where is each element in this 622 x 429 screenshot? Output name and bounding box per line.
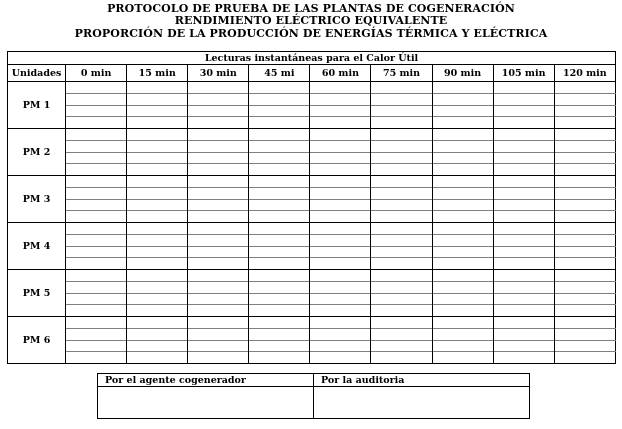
reading-cell [310,352,371,364]
reading-cell [249,164,310,176]
reading-cell [66,129,127,141]
reading-cell [249,152,310,164]
unit-subrow [8,117,616,129]
reading-cell [188,305,249,317]
reading-cell [127,223,188,235]
signature-cell-cogenerator [98,387,314,419]
reading-cell [249,281,310,293]
reading-cell [127,211,188,223]
reading-cell [493,340,554,352]
reading-cell [493,352,554,364]
reading-cell [432,293,493,305]
reading-cell [66,340,127,352]
column-header-30min: 30 min [188,65,249,82]
reading-cell [188,246,249,258]
unit-subrow [8,176,616,188]
reading-cell [554,176,615,188]
reading-cell [554,140,615,152]
reading-cell [432,317,493,329]
reading-cell [127,246,188,258]
unit-subrow [8,352,616,364]
reading-cell [371,129,432,141]
unit-label-6: PM 6 [8,317,66,364]
unit-subrow [8,187,616,199]
unit-subrow [8,199,616,211]
unit-subrow [8,129,616,141]
reading-cell [554,117,615,129]
reading-cell [249,105,310,117]
reading-cell [127,152,188,164]
reading-cell [310,281,371,293]
reading-cell [554,187,615,199]
reading-cell [493,328,554,340]
reading-cell [310,293,371,305]
reading-cell [249,199,310,211]
title-line-1: PROTOCOLO DE PRUEBA DE LAS PLANTAS DE COGENERACIÓN [107,2,515,15]
reading-cell [66,187,127,199]
unit-subrow [8,258,616,270]
reading-cell [188,211,249,223]
reading-cell [188,199,249,211]
reading-cell [554,82,615,94]
unit-label-1: PM 1 [8,82,66,129]
reading-cell [432,93,493,105]
reading-cell [188,270,249,282]
reading-cell [249,117,310,129]
reading-cell [66,140,127,152]
reading-cell [432,234,493,246]
reading-cell [493,258,554,270]
column-header-120min: 120 min [554,65,615,82]
reading-cell [310,258,371,270]
readings-table-caption: Lecturas instantáneas para el Calor Útil [8,52,616,65]
column-header-unidades: Unidades [8,65,66,82]
reading-cell [432,246,493,258]
reading-cell [310,328,371,340]
reading-cell [554,270,615,282]
reading-cell [432,129,493,141]
reading-cell [493,187,554,199]
reading-cell [188,258,249,270]
reading-cell [249,352,310,364]
reading-cell [310,176,371,188]
reading-cell [554,211,615,223]
reading-cell [188,117,249,129]
signature-header-cogenerator: Por el agente cogenerador [98,374,314,387]
reading-cell [66,176,127,188]
reading-cell [493,281,554,293]
reading-cell [371,281,432,293]
reading-cell [249,234,310,246]
reading-cell [127,82,188,94]
column-header-15min: 15 min [127,65,188,82]
reading-cell [127,317,188,329]
column-header-105min: 105 min [493,65,554,82]
reading-cell [554,281,615,293]
reading-cell [554,340,615,352]
column-header-60min: 60 min [310,65,371,82]
reading-cell [249,305,310,317]
reading-cell [554,199,615,211]
reading-cell [66,270,127,282]
reading-cell [371,140,432,152]
reading-cell [554,93,615,105]
reading-cell [432,152,493,164]
readings-table [7,51,616,364]
reading-cell [493,317,554,329]
reading-cell [432,105,493,117]
reading-cell [371,164,432,176]
reading-cell [432,140,493,152]
reading-cell [188,234,249,246]
reading-cell [432,305,493,317]
document-title [0,3,622,40]
signature-table [97,373,530,419]
unit-subrow [8,223,616,235]
title-line-2: RENDIMIENTO ELÉCTRICO EQUIVALENTE [174,14,448,28]
unit-subrow [8,305,616,317]
reading-cell [127,305,188,317]
unit-subrow [8,293,616,305]
reading-cell [127,293,188,305]
unit-subrow [8,105,616,117]
reading-cell [188,281,249,293]
signature-cell-audit [314,387,530,419]
reading-cell [310,82,371,94]
reading-cell [188,105,249,117]
reading-cell [127,187,188,199]
reading-cell [554,317,615,329]
reading-cell [188,129,249,141]
reading-cell [66,164,127,176]
reading-cell [188,176,249,188]
reading-cell [66,211,127,223]
column-header-45min: 45 mi [249,65,310,82]
reading-cell [493,129,554,141]
unit-subrow [8,164,616,176]
reading-cell [310,270,371,282]
reading-cell [249,317,310,329]
unit-subrow [8,328,616,340]
reading-cell [432,281,493,293]
reading-cell [249,129,310,141]
reading-cell [371,105,432,117]
reading-cell [432,187,493,199]
reading-cell [249,328,310,340]
reading-cell [493,223,554,235]
reading-cell [66,305,127,317]
reading-cell [554,258,615,270]
reading-cell [310,211,371,223]
reading-cell [310,340,371,352]
reading-cell [66,317,127,329]
unit-groups [8,82,616,364]
reading-cell [188,140,249,152]
reading-cell [127,140,188,152]
reading-cell [127,258,188,270]
reading-cell [310,140,371,152]
reading-cell [371,258,432,270]
reading-cell [310,117,371,129]
reading-cell [188,293,249,305]
unit-subrow [8,340,616,352]
reading-cell [371,117,432,129]
reading-cell [371,211,432,223]
signature-header-audit: Por la auditoria [314,374,530,387]
reading-cell [249,176,310,188]
title-line-3: PROPORCIÓN DE LA PRODUCCIÓN DE ENERGÍAS TÉRMICA Y ELÉCTRICA [74,26,548,40]
reading-cell [310,105,371,117]
reading-cell [188,352,249,364]
reading-cell [127,105,188,117]
reading-cell [127,93,188,105]
unit-label-3: PM 3 [8,176,66,223]
reading-cell [310,223,371,235]
reading-cell [554,305,615,317]
reading-cell [249,82,310,94]
unit-subrow [8,270,616,282]
reading-cell [371,246,432,258]
reading-cell [493,82,554,94]
reading-cell [249,187,310,199]
reading-cell [554,328,615,340]
reading-cell [432,176,493,188]
unit-subrow [8,211,616,223]
reading-cell [554,234,615,246]
reading-cell [249,293,310,305]
reading-cell [432,258,493,270]
unit-subrow [8,82,616,94]
reading-cell [188,223,249,235]
reading-cell [127,328,188,340]
reading-cell [371,328,432,340]
reading-cell [249,223,310,235]
reading-cell [310,305,371,317]
reading-cell [432,117,493,129]
reading-cell [493,199,554,211]
reading-cell [66,352,127,364]
reading-cell [371,187,432,199]
unit-subrow [8,152,616,164]
unit-subrow [8,281,616,293]
reading-cell [310,152,371,164]
reading-cell [66,293,127,305]
reading-cell [188,82,249,94]
reading-cell [371,317,432,329]
reading-cell [493,176,554,188]
reading-cell [493,105,554,117]
reading-cell [493,234,554,246]
column-header-0min: 0 min [66,65,127,82]
reading-cell [127,270,188,282]
unit-subrow [8,246,616,258]
unit-label-5: PM 5 [8,270,66,317]
reading-cell [310,317,371,329]
reading-cell [66,328,127,340]
unit-subrow [8,317,616,329]
reading-cell [310,246,371,258]
reading-cell [310,234,371,246]
reading-cell [493,164,554,176]
reading-cell [371,234,432,246]
reading-cell [554,164,615,176]
reading-cell [493,152,554,164]
reading-cell [310,129,371,141]
reading-cell [371,270,432,282]
reading-cell [127,234,188,246]
reading-cell [249,93,310,105]
reading-cell [432,352,493,364]
reading-cell [188,317,249,329]
reading-cell [371,93,432,105]
reading-cell [249,270,310,282]
reading-cell [66,234,127,246]
unit-subrow [8,140,616,152]
reading-cell [66,82,127,94]
reading-cell [493,117,554,129]
reading-cell [493,305,554,317]
reading-cell [188,187,249,199]
reading-cell [493,293,554,305]
reading-cell [66,117,127,129]
reading-cell [127,164,188,176]
column-header-row [8,65,616,82]
reading-cell [188,340,249,352]
reading-cell [127,352,188,364]
reading-cell [127,176,188,188]
unit-label-4: PM 4 [8,223,66,270]
reading-cell [371,82,432,94]
reading-cell [127,117,188,129]
reading-cell [66,152,127,164]
unit-label-2: PM 2 [8,129,66,176]
reading-cell [127,281,188,293]
reading-cell [493,140,554,152]
reading-cell [371,152,432,164]
reading-cell [493,270,554,282]
reading-cell [554,352,615,364]
reading-cell [432,270,493,282]
reading-cell [249,258,310,270]
reading-cell [371,340,432,352]
reading-cell [554,223,615,235]
reading-cell [188,164,249,176]
reading-cell [249,140,310,152]
reading-cell [188,152,249,164]
reading-cell [188,328,249,340]
reading-cell [66,223,127,235]
reading-cell [127,199,188,211]
reading-cell [127,129,188,141]
reading-cell [493,93,554,105]
reading-cell [432,340,493,352]
reading-cell [432,82,493,94]
reading-cell [249,211,310,223]
reading-cell [310,187,371,199]
reading-cell [554,129,615,141]
reading-cell [493,211,554,223]
reading-cell [432,223,493,235]
reading-cell [66,246,127,258]
reading-cell [371,293,432,305]
reading-cell [66,93,127,105]
reading-cell [554,293,615,305]
reading-cell [554,246,615,258]
reading-cell [371,176,432,188]
reading-cell [371,352,432,364]
reading-cell [371,223,432,235]
reading-cell [310,199,371,211]
reading-cell [371,199,432,211]
unit-subrow [8,93,616,105]
reading-cell [310,164,371,176]
reading-cell [432,164,493,176]
reading-cell [310,93,371,105]
reading-cell [432,211,493,223]
reading-cell [432,199,493,211]
column-header-90min: 90 min [432,65,493,82]
reading-cell [66,258,127,270]
reading-cell [554,105,615,117]
reading-cell [66,281,127,293]
reading-cell [493,246,554,258]
reading-cell [371,305,432,317]
column-header-75min: 75 min [371,65,432,82]
reading-cell [188,93,249,105]
reading-cell [127,340,188,352]
reading-cell [554,152,615,164]
reading-cell [249,246,310,258]
reading-cell [66,199,127,211]
reading-cell [432,328,493,340]
unit-subrow [8,234,616,246]
reading-cell [249,340,310,352]
reading-cell [66,105,127,117]
